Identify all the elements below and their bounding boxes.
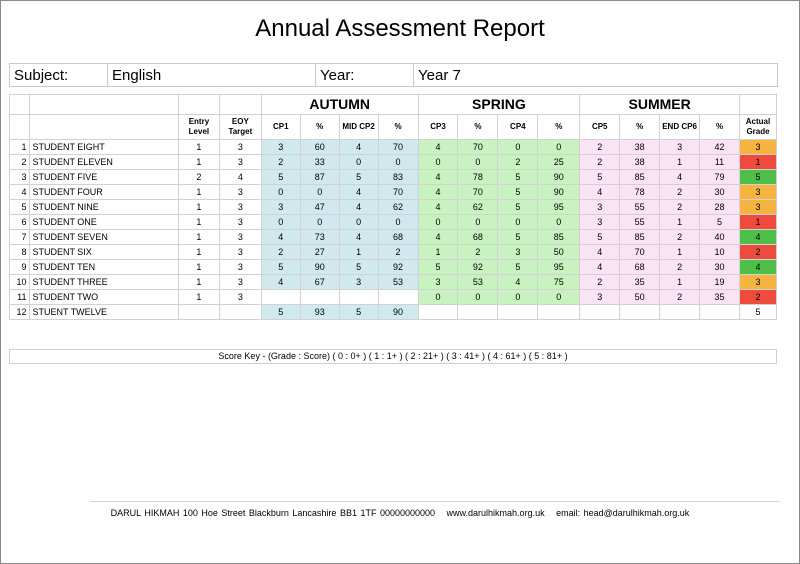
- col-cp5-pct: %: [620, 115, 660, 140]
- subject-value: English: [108, 64, 316, 87]
- term-spring: SPRING: [418, 95, 580, 115]
- row-number: 9: [10, 260, 30, 275]
- actual-grade: 2: [740, 245, 777, 260]
- score-cell: 0: [300, 185, 339, 200]
- score-cell: 70: [378, 140, 418, 155]
- col-cp1-pct: %: [300, 115, 339, 140]
- score-cell: 93: [300, 305, 339, 320]
- entry-level: 1: [178, 290, 219, 305]
- score-cell: 2: [660, 290, 700, 305]
- table-row: [10, 230, 777, 245]
- row-number: 11: [10, 290, 30, 305]
- footer-email[interactable]: email: head@darulhikmah.org.uk: [556, 508, 690, 518]
- score-cell: 10: [700, 245, 740, 260]
- score-cell: 2: [378, 245, 418, 260]
- score-cell: 0: [339, 155, 378, 170]
- student-name: STUDENT FIVE: [30, 170, 178, 185]
- row-number: 6: [10, 215, 30, 230]
- eoy-target: 4: [219, 170, 261, 185]
- score-cell: 0: [538, 290, 580, 305]
- score-cell: 42: [700, 140, 740, 155]
- student-rows: [10, 140, 777, 320]
- score-cell: 4: [660, 170, 700, 185]
- entry-level: 1: [178, 155, 219, 170]
- score-cell: 1: [660, 215, 700, 230]
- actual-grade: 3: [740, 185, 777, 200]
- table-row: [10, 305, 777, 320]
- score-cell: 83: [378, 170, 418, 185]
- score-cell: 67: [300, 275, 339, 290]
- score-cell: 3: [261, 200, 300, 215]
- table-row: [10, 275, 777, 290]
- score-cell: 2: [498, 155, 538, 170]
- score-cell: 35: [620, 275, 660, 290]
- score-cell: 0: [378, 215, 418, 230]
- score-cell: 1: [339, 245, 378, 260]
- score-cell: 4: [580, 185, 620, 200]
- score-cell: 85: [620, 230, 660, 245]
- col-cp5: CP5: [580, 115, 620, 140]
- actual-grade: 1: [740, 155, 777, 170]
- report-header: [9, 63, 778, 87]
- score-cell: 28: [700, 200, 740, 215]
- footer-website[interactable]: www.darulhikmah.org.uk: [446, 508, 545, 518]
- score-cell: 87: [300, 170, 339, 185]
- year-value: Year 7: [414, 64, 778, 87]
- footer-address: DARUL HIKMAH 100 Hoe Street Blackburn Lancashire BB1 1TF 00000000000: [110, 508, 436, 518]
- entry-level: 1: [178, 215, 219, 230]
- score-cell: 0: [498, 290, 538, 305]
- table-row: [10, 245, 777, 260]
- actual-grade: 5: [740, 170, 777, 185]
- score-cell: 38: [620, 155, 660, 170]
- score-cell: 0: [378, 155, 418, 170]
- score-cell: 5: [498, 230, 538, 245]
- entry-level: 1: [178, 230, 219, 245]
- score-cell: 75: [538, 275, 580, 290]
- score-cell: 68: [458, 230, 498, 245]
- score-cell: 5: [339, 260, 378, 275]
- score-cell: 50: [620, 290, 660, 305]
- score-cell: 90: [538, 185, 580, 200]
- table-row: [10, 155, 777, 170]
- score-cell: 68: [620, 260, 660, 275]
- actual-grade: 3: [740, 200, 777, 215]
- student-name: STUDENT NINE: [30, 200, 178, 215]
- score-cell: 68: [378, 230, 418, 245]
- score-cell: [378, 290, 418, 305]
- score-cell: 35: [700, 290, 740, 305]
- col-eoy-target: EOY Target: [219, 115, 261, 140]
- col-actual-grade: Actual Grade: [740, 115, 777, 140]
- score-cell: 30: [700, 185, 740, 200]
- term-autumn: AUTUMN: [261, 95, 418, 115]
- score-cell: 5: [418, 260, 458, 275]
- score-cell: 38: [620, 140, 660, 155]
- score-cell: 70: [458, 140, 498, 155]
- score-cell: 40: [700, 230, 740, 245]
- score-cell: 0: [458, 215, 498, 230]
- score-cell: 73: [300, 230, 339, 245]
- score-cell: 4: [580, 260, 620, 275]
- score-cell: 5: [498, 170, 538, 185]
- score-cell: [339, 290, 378, 305]
- score-cell: 3: [580, 200, 620, 215]
- score-cell: 4: [418, 185, 458, 200]
- subject-label: Subject:: [10, 64, 108, 87]
- col-cp3-pct: %: [458, 115, 498, 140]
- entry-level: 1: [178, 200, 219, 215]
- score-cell: 33: [300, 155, 339, 170]
- score-cell: 2: [660, 260, 700, 275]
- entry-level: 1: [178, 185, 219, 200]
- student-name: STUDENT FOUR: [30, 185, 178, 200]
- score-cell: 95: [538, 260, 580, 275]
- report-title: Annual Assessment Report: [255, 15, 545, 42]
- score-cell: 0: [339, 215, 378, 230]
- score-cell: 0: [261, 215, 300, 230]
- score-cell: [261, 290, 300, 305]
- col-mid-pct: %: [378, 115, 418, 140]
- col-mid-cp2: MID CP2: [339, 115, 378, 140]
- row-number: 1: [10, 140, 30, 155]
- score-cell: 5: [261, 170, 300, 185]
- year-label: Year:: [316, 64, 414, 87]
- actual-grade: 4: [740, 260, 777, 275]
- score-cell: 4: [418, 170, 458, 185]
- score-cell: 0: [418, 215, 458, 230]
- eoy-target: 3: [219, 185, 261, 200]
- score-cell: 5: [261, 260, 300, 275]
- score-cell: 4: [339, 140, 378, 155]
- score-cell: 0: [498, 215, 538, 230]
- score-cell: 90: [538, 170, 580, 185]
- term-header-row: [10, 95, 777, 115]
- eoy-target: 3: [219, 215, 261, 230]
- footer: [0, 507, 800, 519]
- score-cell: [660, 305, 700, 320]
- eoy-target: 3: [219, 155, 261, 170]
- score-cell: 1: [660, 245, 700, 260]
- eoy-target: 3: [219, 245, 261, 260]
- score-cell: 4: [418, 200, 458, 215]
- score-cell: 2: [458, 245, 498, 260]
- score-cell: 2: [261, 245, 300, 260]
- entry-level: 1: [178, 140, 219, 155]
- actual-grade: 2: [740, 290, 777, 305]
- score-cell: 70: [458, 185, 498, 200]
- col-end-cp6: END CP6: [660, 115, 700, 140]
- score-cell: 2: [261, 155, 300, 170]
- entry-level: [178, 305, 219, 320]
- actual-grade: 1: [740, 215, 777, 230]
- table-row: [10, 185, 777, 200]
- score-cell: [538, 305, 580, 320]
- score-cell: 0: [538, 215, 580, 230]
- score-cell: 85: [620, 170, 660, 185]
- score-cell: 1: [660, 155, 700, 170]
- score-cell: 4: [418, 230, 458, 245]
- score-cell: 25: [538, 155, 580, 170]
- table-row: [10, 260, 777, 275]
- score-cell: 4: [418, 140, 458, 155]
- score-cell: 0: [458, 290, 498, 305]
- footer-divider: [90, 501, 780, 502]
- score-cell: 3: [339, 275, 378, 290]
- score-cell: 4: [498, 275, 538, 290]
- score-cell: 78: [620, 185, 660, 200]
- score-cell: 3: [660, 140, 700, 155]
- eoy-target: 3: [219, 275, 261, 290]
- score-cell: 3: [580, 290, 620, 305]
- student-name: STUDENT TEN: [30, 260, 178, 275]
- score-cell: 92: [458, 260, 498, 275]
- col-end-pct: %: [700, 115, 740, 140]
- score-cell: 60: [300, 140, 339, 155]
- col-entry-level: Entry Level: [178, 115, 219, 140]
- score-cell: [498, 305, 538, 320]
- score-cell: 62: [458, 200, 498, 215]
- row-number: 10: [10, 275, 30, 290]
- entry-level: 2: [178, 170, 219, 185]
- actual-grade: 4: [740, 230, 777, 245]
- score-cell: 2: [580, 155, 620, 170]
- student-name: STUDENT EIGHT: [30, 140, 178, 155]
- score-cell: 90: [378, 305, 418, 320]
- score-cell: 1: [660, 275, 700, 290]
- score-cell: 5: [498, 185, 538, 200]
- score-cell: 5: [700, 215, 740, 230]
- actual-grade: 3: [740, 140, 777, 155]
- score-key: Score Key - (Grade : Score) ( 0 : 0+ ) ( 1 : 1+ ) ( 2 : 21+ ) ( 3 : 41+ ) ( 4 : 61+ ) ( 5 : 81+ ): [9, 349, 777, 364]
- col-cp3: CP3: [418, 115, 458, 140]
- score-cell: 55: [620, 200, 660, 215]
- score-cell: 5: [339, 305, 378, 320]
- entry-level: 1: [178, 245, 219, 260]
- row-number: 12: [10, 305, 30, 320]
- score-cell: 1: [418, 245, 458, 260]
- actual-grade: 5: [740, 305, 777, 320]
- eoy-target: 3: [219, 200, 261, 215]
- col-cp4-pct: %: [538, 115, 580, 140]
- score-cell: 50: [538, 245, 580, 260]
- score-cell: 2: [660, 200, 700, 215]
- score-cell: 85: [538, 230, 580, 245]
- table-row: [10, 290, 777, 305]
- student-name: STUDENT ELEVEN: [30, 155, 178, 170]
- col-cp4: CP4: [498, 115, 538, 140]
- student-name: STUDENT THREE: [30, 275, 178, 290]
- score-cell: 2: [580, 275, 620, 290]
- score-cell: 62: [378, 200, 418, 215]
- eoy-target: 3: [219, 230, 261, 245]
- score-cell: 79: [700, 170, 740, 185]
- score-cell: 5: [580, 230, 620, 245]
- score-cell: 90: [300, 260, 339, 275]
- score-cell: 70: [620, 245, 660, 260]
- score-cell: 0: [418, 155, 458, 170]
- score-cell: 0: [498, 140, 538, 155]
- score-cell: 70: [378, 185, 418, 200]
- score-cell: 0: [261, 185, 300, 200]
- student-name: STUDENT SEVEN: [30, 230, 178, 245]
- score-cell: 11: [700, 155, 740, 170]
- score-cell: 19: [700, 275, 740, 290]
- entry-level: 1: [178, 275, 219, 290]
- score-cell: [580, 305, 620, 320]
- col-cp1: CP1: [261, 115, 300, 140]
- score-cell: 27: [300, 245, 339, 260]
- score-cell: 5: [498, 260, 538, 275]
- score-cell: 5: [339, 170, 378, 185]
- entry-level: 1: [178, 260, 219, 275]
- row-number: 7: [10, 230, 30, 245]
- row-number: 8: [10, 245, 30, 260]
- assessment-table: [9, 94, 777, 320]
- score-cell: 30: [700, 260, 740, 275]
- score-cell: 55: [620, 215, 660, 230]
- score-cell: 4: [339, 200, 378, 215]
- row-number: 2: [10, 155, 30, 170]
- score-cell: 47: [300, 200, 339, 215]
- table-row: [10, 170, 777, 185]
- student-name: STUDENT ONE: [30, 215, 178, 230]
- student-name: STUDENT TWO: [30, 290, 178, 305]
- table-row: [10, 140, 777, 155]
- eoy-target: [219, 305, 261, 320]
- score-cell: 4: [261, 275, 300, 290]
- table-row: [10, 200, 777, 215]
- score-cell: 3: [418, 275, 458, 290]
- score-cell: 5: [580, 170, 620, 185]
- student-name: STUENT TWELVE: [30, 305, 178, 320]
- score-cell: 2: [660, 185, 700, 200]
- eoy-target: 3: [219, 290, 261, 305]
- score-cell: 2: [580, 140, 620, 155]
- row-number: 5: [10, 200, 30, 215]
- eoy-target: 3: [219, 140, 261, 155]
- score-cell: 5: [261, 305, 300, 320]
- score-cell: 3: [580, 215, 620, 230]
- score-cell: [458, 305, 498, 320]
- score-cell: 92: [378, 260, 418, 275]
- score-cell: [300, 290, 339, 305]
- score-cell: 3: [261, 140, 300, 155]
- score-cell: [620, 305, 660, 320]
- row-number: 4: [10, 185, 30, 200]
- score-cell: 4: [339, 230, 378, 245]
- score-cell: 0: [458, 155, 498, 170]
- score-cell: 0: [418, 290, 458, 305]
- score-cell: 3: [498, 245, 538, 260]
- score-cell: [700, 305, 740, 320]
- score-cell: 2: [660, 230, 700, 245]
- score-cell: 5: [498, 200, 538, 215]
- column-header-row: [10, 115, 777, 140]
- eoy-target: 3: [219, 260, 261, 275]
- row-number: 3: [10, 170, 30, 185]
- score-cell: 0: [300, 215, 339, 230]
- table-row: [10, 215, 777, 230]
- score-cell: 95: [538, 200, 580, 215]
- score-cell: 53: [458, 275, 498, 290]
- score-cell: 78: [458, 170, 498, 185]
- score-cell: 4: [339, 185, 378, 200]
- score-cell: 53: [378, 275, 418, 290]
- score-cell: 4: [580, 245, 620, 260]
- score-cell: 0: [538, 140, 580, 155]
- actual-grade: 3: [740, 275, 777, 290]
- student-name: STUDENT SIX: [30, 245, 178, 260]
- term-summer: SUMMER: [580, 95, 740, 115]
- score-cell: 4: [261, 230, 300, 245]
- score-cell: [418, 305, 458, 320]
